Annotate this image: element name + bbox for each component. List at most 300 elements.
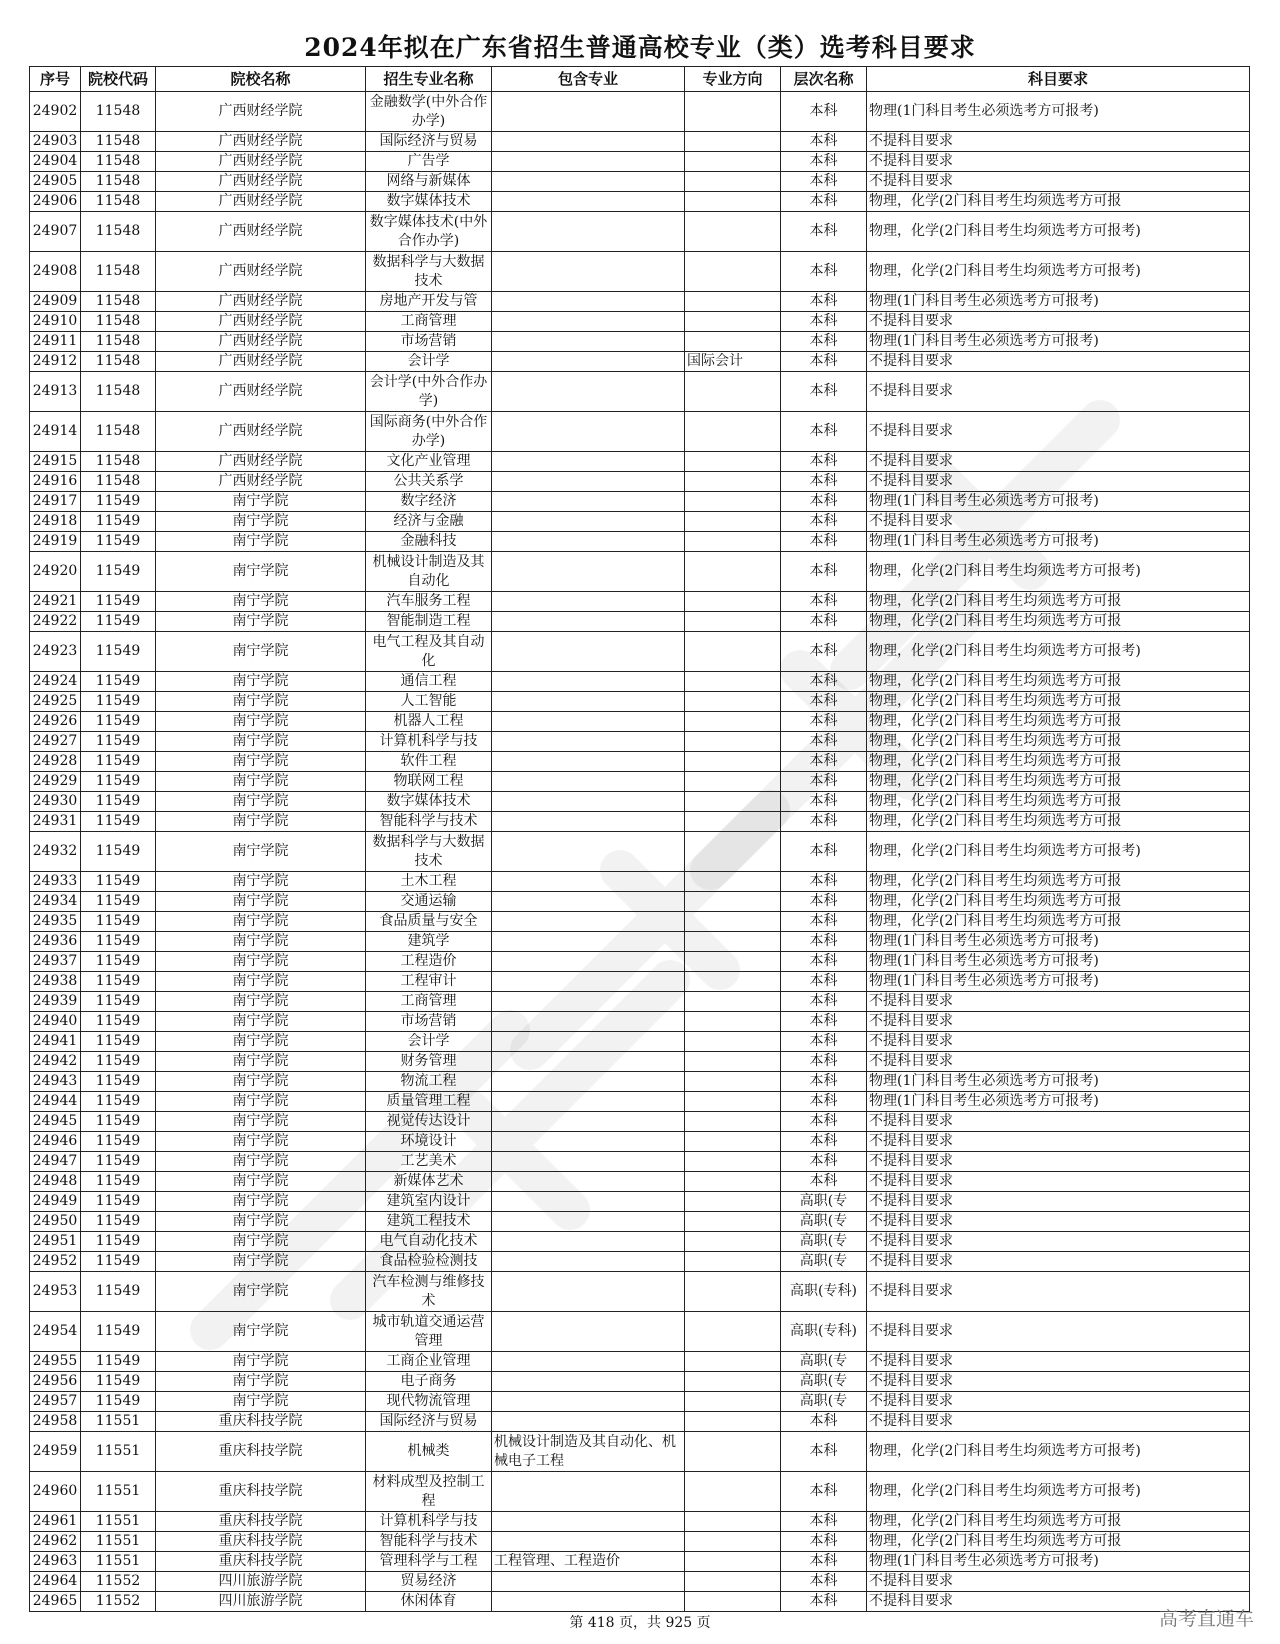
- cell-subject-requirement: 不提科目要求: [867, 1412, 1250, 1432]
- cell-school-code: 11549: [81, 492, 156, 512]
- table-row: [30, 912, 1250, 932]
- cell-major-direction: [685, 992, 781, 1012]
- cell-included-majors: [492, 592, 685, 612]
- cell-seq: 24902: [30, 92, 81, 132]
- cell-subject-requirement: 物理(1门科目考生必须选考方可报考): [867, 492, 1250, 512]
- cell-school-code: 11549: [81, 532, 156, 552]
- cell-major-name: 建筑室内设计: [366, 1192, 492, 1212]
- cell-level: 本科: [781, 472, 867, 492]
- cell-seq: 24961: [30, 1512, 81, 1532]
- cell-major-direction: [685, 1232, 781, 1252]
- cell-subject-requirement: 不提科目要求: [867, 1172, 1250, 1192]
- cell-subject-requirement: 不提科目要求: [867, 1572, 1250, 1592]
- cell-major-name: 建筑学: [366, 932, 492, 952]
- cell-major-name: 智能科学与技术: [366, 1532, 492, 1552]
- cell-included-majors: [492, 352, 685, 372]
- cell-seq: 24941: [30, 1032, 81, 1052]
- table-row: [30, 1192, 1250, 1212]
- cell-school-code: 11548: [81, 192, 156, 212]
- cell-major-direction: [685, 1312, 781, 1352]
- cell-included-majors: [492, 292, 685, 312]
- cell-included-majors: [492, 832, 685, 872]
- cell-included-majors: [492, 612, 685, 632]
- cell-level: 高职(专科): [781, 1272, 867, 1312]
- cell-included-majors: [492, 792, 685, 812]
- cell-school-name: 四川旅游学院: [156, 1592, 366, 1612]
- cell-school-name: 南宁学院: [156, 672, 366, 692]
- cell-school-name: 南宁学院: [156, 1392, 366, 1412]
- cell-major-name: 环境设计: [366, 1132, 492, 1152]
- cell-major-name: 数据科学与大数据技术: [366, 252, 492, 292]
- cell-school-name: 广西财经学院: [156, 92, 366, 132]
- cell-major-name: 金融数学(中外合作办学): [366, 92, 492, 132]
- cell-school-code: 11549: [81, 1232, 156, 1252]
- cell-level: 本科: [781, 412, 867, 452]
- table-row: [30, 1172, 1250, 1192]
- cell-included-majors: [492, 252, 685, 292]
- cell-included-majors: [492, 1192, 685, 1212]
- cell-school-name: 南宁学院: [156, 1072, 366, 1092]
- cell-school-code: 11549: [81, 1012, 156, 1032]
- cell-school-code: 11549: [81, 672, 156, 692]
- cell-school-code: 11549: [81, 832, 156, 872]
- cell-subject-requirement: 物理，化学(2门科目考生均须选考方可报: [867, 192, 1250, 212]
- cell-level: 本科: [781, 1172, 867, 1192]
- cell-seq: 24911: [30, 332, 81, 352]
- cell-level: 本科: [781, 1552, 867, 1572]
- table-row: [30, 872, 1250, 892]
- cell-major-name: 工艺美术: [366, 1152, 492, 1172]
- cell-school-code: 11549: [81, 952, 156, 972]
- cell-school-name: 广西财经学院: [156, 192, 366, 212]
- cell-seq: 24946: [30, 1132, 81, 1152]
- cell-subject-requirement: 不提科目要求: [867, 1372, 1250, 1392]
- cell-school-name: 南宁学院: [156, 972, 366, 992]
- cell-subject-requirement: 不提科目要求: [867, 132, 1250, 152]
- cell-level: 本科: [781, 732, 867, 752]
- cell-seq: 24916: [30, 472, 81, 492]
- cell-included-majors: [492, 972, 685, 992]
- cell-major-direction: [685, 832, 781, 872]
- cell-level: 本科: [781, 252, 867, 292]
- cell-included-majors: [492, 1052, 685, 1072]
- cell-subject-requirement: 物理(1门科目考生必须选考方可报考): [867, 932, 1250, 952]
- cell-subject-requirement: 不提科目要求: [867, 352, 1250, 372]
- cell-major-direction: [685, 1552, 781, 1572]
- cell-major-name: 工程审计: [366, 972, 492, 992]
- cell-major-name: 视觉传达设计: [366, 1112, 492, 1132]
- table-row: [30, 1432, 1250, 1472]
- cell-major-name: 通信工程: [366, 672, 492, 692]
- cell-school-code: 11549: [81, 992, 156, 1012]
- table-row: [30, 1272, 1250, 1312]
- cell-level: 本科: [781, 952, 867, 972]
- cell-seq: 24952: [30, 1252, 81, 1272]
- cell-included-majors: [492, 1172, 685, 1192]
- table-row: [30, 1572, 1250, 1592]
- cell-subject-requirement: 物理(1门科目考生必须选考方可报考): [867, 1552, 1250, 1572]
- cell-level: 本科: [781, 892, 867, 912]
- cell-level: 本科: [781, 772, 867, 792]
- cell-seq: 24950: [30, 1212, 81, 1232]
- cell-school-code: 11551: [81, 1512, 156, 1532]
- cell-seq: 24917: [30, 492, 81, 512]
- cell-major-direction: [685, 192, 781, 212]
- cell-major-name: 数字媒体技术(中外合作办学): [366, 212, 492, 252]
- cell-seq: 24937: [30, 952, 81, 972]
- cell-major-name: 财务管理: [366, 1052, 492, 1072]
- cell-seq: 24955: [30, 1352, 81, 1372]
- cell-school-name: 南宁学院: [156, 552, 366, 592]
- cell-subject-requirement: 物理(1门科目考生必须选考方可报考): [867, 332, 1250, 352]
- cell-major-name: 工商企业管理: [366, 1352, 492, 1372]
- cell-major-direction: [685, 712, 781, 732]
- cell-school-code: 11548: [81, 472, 156, 492]
- cell-included-majors: [492, 492, 685, 512]
- cell-school-code: 11549: [81, 892, 156, 912]
- cell-seq: 24957: [30, 1392, 81, 1412]
- cell-included-majors: [492, 952, 685, 972]
- table-row: [30, 1032, 1250, 1052]
- cell-level: 本科: [781, 212, 867, 252]
- cell-subject-requirement: 物理(1门科目考生必须选考方可报考): [867, 1092, 1250, 1112]
- table-row: [30, 692, 1250, 712]
- cell-included-majors: [492, 1372, 685, 1392]
- cell-included-majors: [492, 1252, 685, 1272]
- cell-level: 高职(专: [781, 1352, 867, 1372]
- cell-seq: 24921: [30, 592, 81, 612]
- cell-major-name: 汽车服务工程: [366, 592, 492, 612]
- cell-school-code: 11549: [81, 552, 156, 592]
- col-header-subject-requirement: 科目要求: [867, 67, 1250, 92]
- cell-level: 本科: [781, 532, 867, 552]
- cell-school-name: 南宁学院: [156, 912, 366, 932]
- cell-school-code: 11548: [81, 212, 156, 252]
- cell-included-majors: [492, 1512, 685, 1532]
- cell-level: 本科: [781, 932, 867, 952]
- table-row: [30, 952, 1250, 972]
- cell-subject-requirement: 不提科目要求: [867, 1032, 1250, 1052]
- cell-major-direction: [685, 1592, 781, 1612]
- cell-major-direction: [685, 1052, 781, 1072]
- table-row: [30, 192, 1250, 212]
- table-row: [30, 312, 1250, 332]
- cell-school-code: 11548: [81, 312, 156, 332]
- cell-school-name: 南宁学院: [156, 692, 366, 712]
- cell-level: 本科: [781, 612, 867, 632]
- cell-subject-requirement: 物理，化学(2门科目考生均须选考方可报: [867, 1512, 1250, 1532]
- table-row: [30, 292, 1250, 312]
- table-row: [30, 812, 1250, 832]
- cell-seq: 24958: [30, 1412, 81, 1432]
- cell-school-name: 南宁学院: [156, 1312, 366, 1352]
- cell-subject-requirement: 不提科目要求: [867, 152, 1250, 172]
- cell-major-name: 现代物流管理: [366, 1392, 492, 1412]
- cell-major-direction: [685, 312, 781, 332]
- cell-included-majors: 机械设计制造及其自动化、机械电子工程: [492, 1432, 685, 1472]
- cell-level: 本科: [781, 332, 867, 352]
- cell-major-name: 工商管理: [366, 992, 492, 1012]
- table-row: [30, 1352, 1250, 1372]
- cell-school-code: 11549: [81, 512, 156, 532]
- cell-major-direction: [685, 472, 781, 492]
- cell-subject-requirement: 物理，化学(2门科目考生均须选考方可报考): [867, 632, 1250, 672]
- table-row: [30, 1532, 1250, 1552]
- cell-subject-requirement: 不提科目要求: [867, 1592, 1250, 1612]
- table-row: [30, 1232, 1250, 1252]
- cell-school-name: 南宁学院: [156, 1232, 366, 1252]
- cell-school-code: 11549: [81, 1312, 156, 1352]
- cell-subject-requirement: 物理，化学(2门科目考生均须选考方可报: [867, 752, 1250, 772]
- cell-subject-requirement: 物理，化学(2门科目考生均须选考方可报考): [867, 1432, 1250, 1472]
- cell-included-majors: [492, 672, 685, 692]
- table-row: [30, 512, 1250, 532]
- cell-major-direction: [685, 1412, 781, 1432]
- cell-major-direction: [685, 1432, 781, 1472]
- cell-included-majors: [492, 1032, 685, 1052]
- cell-major-direction: [685, 132, 781, 152]
- cell-seq: 24959: [30, 1432, 81, 1472]
- cell-major-name: 机械类: [366, 1432, 492, 1472]
- cell-school-name: 广西财经学院: [156, 352, 366, 372]
- cell-subject-requirement: 不提科目要求: [867, 1112, 1250, 1132]
- cell-major-name: 国际经济与贸易: [366, 1412, 492, 1432]
- cell-level: 高职(专科): [781, 1312, 867, 1352]
- cell-seq: 24913: [30, 372, 81, 412]
- cell-included-majors: [492, 1472, 685, 1512]
- cell-subject-requirement: 不提科目要求: [867, 1232, 1250, 1252]
- table-row: [30, 1312, 1250, 1352]
- cell-school-code: 11549: [81, 1352, 156, 1372]
- cell-seq: 24905: [30, 172, 81, 192]
- cell-major-direction: [685, 1352, 781, 1372]
- table-row: [30, 712, 1250, 732]
- cell-school-code: 11549: [81, 972, 156, 992]
- col-header-seq: 序号: [30, 67, 81, 92]
- cell-school-code: 11549: [81, 1052, 156, 1072]
- cell-seq: 24912: [30, 352, 81, 372]
- cell-subject-requirement: 物理，化学(2门科目考生均须选考方可报考): [867, 1472, 1250, 1512]
- cell-level: 本科: [781, 452, 867, 472]
- cell-subject-requirement: 物理(1门科目考生必须选考方可报考): [867, 972, 1250, 992]
- cell-seq: 24956: [30, 1372, 81, 1392]
- cell-level: 本科: [781, 1412, 867, 1432]
- cell-major-direction: [685, 612, 781, 632]
- cell-subject-requirement: 不提科目要求: [867, 1272, 1250, 1312]
- cell-included-majors: [492, 1272, 685, 1312]
- cell-seq: 24964: [30, 1572, 81, 1592]
- cell-major-direction: [685, 1472, 781, 1512]
- brand-watermark: 高考直通车: [1158, 1608, 1254, 1630]
- table-row: [30, 172, 1250, 192]
- cell-included-majors: [492, 632, 685, 672]
- table-row: [30, 352, 1250, 372]
- cell-major-direction: [685, 1272, 781, 1312]
- cell-major-direction: [685, 492, 781, 512]
- cell-major-direction: [685, 92, 781, 132]
- cell-included-majors: [492, 172, 685, 192]
- cell-school-name: 重庆科技学院: [156, 1472, 366, 1512]
- cell-school-name: 四川旅游学院: [156, 1572, 366, 1592]
- cell-seq: 24904: [30, 152, 81, 172]
- cell-subject-requirement: 物理，化学(2门科目考生均须选考方可报: [867, 712, 1250, 732]
- cell-seq: 24948: [30, 1172, 81, 1192]
- cell-school-name: 南宁学院: [156, 1152, 366, 1172]
- table-row: [30, 992, 1250, 1012]
- table-row: [30, 972, 1250, 992]
- cell-major-direction: [685, 1572, 781, 1592]
- cell-subject-requirement: 不提科目要求: [867, 172, 1250, 192]
- table-row: [30, 132, 1250, 152]
- cell-level: 本科: [781, 492, 867, 512]
- cell-school-code: 11551: [81, 1532, 156, 1552]
- cell-major-direction: [685, 332, 781, 352]
- cell-seq: 24939: [30, 992, 81, 1012]
- cell-major-name: 市场营销: [366, 332, 492, 352]
- cell-school-name: 南宁学院: [156, 1212, 366, 1232]
- cell-level: 本科: [781, 1512, 867, 1532]
- cell-subject-requirement: 不提科目要求: [867, 1352, 1250, 1372]
- cell-subject-requirement: 物理，化学(2门科目考生均须选考方可报: [867, 672, 1250, 692]
- cell-level: 本科: [781, 1572, 867, 1592]
- cell-seq: 24906: [30, 192, 81, 212]
- cell-major-direction: [685, 372, 781, 412]
- cell-subject-requirement: 不提科目要求: [867, 1192, 1250, 1212]
- table-row: [30, 332, 1250, 352]
- cell-seq: 24954: [30, 1312, 81, 1352]
- cell-school-name: 广西财经学院: [156, 332, 366, 352]
- cell-level: 本科: [781, 1092, 867, 1112]
- cell-level: 本科: [781, 1012, 867, 1032]
- cell-level: 本科: [781, 752, 867, 772]
- cell-major-name: 公共关系学: [366, 472, 492, 492]
- cell-included-majors: [492, 1352, 685, 1372]
- cell-major-name: 国际经济与贸易: [366, 132, 492, 152]
- cell-seq: 24931: [30, 812, 81, 832]
- table-header-row: [30, 67, 1250, 92]
- cell-subject-requirement: 不提科目要求: [867, 1252, 1250, 1272]
- cell-level: 本科: [781, 912, 867, 932]
- cell-subject-requirement: 物理，化学(2门科目考生均须选考方可报: [867, 872, 1250, 892]
- cell-seq: 24949: [30, 1192, 81, 1212]
- cell-major-direction: [685, 772, 781, 792]
- cell-school-code: 11549: [81, 1172, 156, 1192]
- cell-major-name: 文化产业管理: [366, 452, 492, 472]
- cell-major-name: 食品质量与安全: [366, 912, 492, 932]
- table-row: [30, 552, 1250, 592]
- cell-subject-requirement: 物理，化学(2门科目考生均须选考方可报: [867, 792, 1250, 812]
- cell-major-name: 智能科学与技术: [366, 812, 492, 832]
- cell-level: 本科: [781, 1152, 867, 1172]
- cell-school-name: 南宁学院: [156, 712, 366, 732]
- cell-level: 本科: [781, 1072, 867, 1092]
- cell-seq: 24929: [30, 772, 81, 792]
- cell-major-name: 管理科学与工程: [366, 1552, 492, 1572]
- cell-major-name: 市场营销: [366, 1012, 492, 1032]
- cell-included-majors: [492, 452, 685, 472]
- cell-school-code: 11549: [81, 612, 156, 632]
- cell-level: 本科: [781, 1472, 867, 1512]
- cell-school-code: 11551: [81, 1432, 156, 1472]
- cell-school-name: 广西财经学院: [156, 252, 366, 292]
- cell-seq: 24960: [30, 1472, 81, 1512]
- cell-major-name: 机械设计制造及其自动化: [366, 552, 492, 592]
- cell-seq: 24951: [30, 1232, 81, 1252]
- cell-level: 本科: [781, 192, 867, 212]
- cell-level: 本科: [781, 132, 867, 152]
- col-header-major-name: 招生专业名称: [366, 67, 492, 92]
- cell-seq: 24944: [30, 1092, 81, 1112]
- cell-major-direction: [685, 1072, 781, 1092]
- cell-included-majors: [492, 192, 685, 212]
- cell-major-direction: [685, 292, 781, 312]
- cell-subject-requirement: 不提科目要求: [867, 1052, 1250, 1072]
- cell-level: 本科: [781, 712, 867, 732]
- cell-included-majors: [492, 472, 685, 492]
- subject-requirements-table: [29, 66, 1250, 1612]
- cell-school-code: 11548: [81, 292, 156, 312]
- cell-major-name: 质量管理工程: [366, 1092, 492, 1112]
- cell-level: 本科: [781, 1052, 867, 1072]
- cell-major-name: 计算机科学与技: [366, 732, 492, 752]
- cell-school-code: 11549: [81, 812, 156, 832]
- table-row: [30, 1252, 1250, 1272]
- cell-subject-requirement: 物理(1门科目考生必须选考方可报考): [867, 532, 1250, 552]
- cell-major-direction: [685, 532, 781, 552]
- cell-major-direction: [685, 932, 781, 952]
- cell-subject-requirement: 物理(1门科目考生必须选考方可报考): [867, 1072, 1250, 1092]
- table-row: [30, 1112, 1250, 1132]
- cell-level: 本科: [781, 152, 867, 172]
- page-title: 2024年拟在广东省招生普通高校专业（类）选考科目要求: [304, 33, 976, 62]
- cell-seq: 24934: [30, 892, 81, 912]
- cell-major-direction: [685, 952, 781, 972]
- cell-school-name: 重庆科技学院: [156, 1432, 366, 1472]
- col-header-included-majors: 包含专业: [492, 67, 685, 92]
- cell-level: 高职(专: [781, 1212, 867, 1232]
- cell-seq: 24908: [30, 252, 81, 292]
- cell-school-name: 南宁学院: [156, 932, 366, 952]
- cell-school-code: 11549: [81, 772, 156, 792]
- cell-subject-requirement: 物理，化学(2门科目考生均须选考方可报: [867, 772, 1250, 792]
- table-row: [30, 1052, 1250, 1072]
- cell-seq: 24918: [30, 512, 81, 532]
- cell-school-code: 11549: [81, 1032, 156, 1052]
- cell-major-name: 交通运输: [366, 892, 492, 912]
- cell-major-direction: [685, 1512, 781, 1532]
- cell-major-direction: [685, 1092, 781, 1112]
- cell-major-name: 数字经济: [366, 492, 492, 512]
- cell-major-direction: [685, 972, 781, 992]
- cell-seq: 24907: [30, 212, 81, 252]
- cell-school-name: 广西财经学院: [156, 292, 366, 312]
- table-row: [30, 452, 1250, 472]
- table-row: [30, 492, 1250, 512]
- cell-major-direction: [685, 752, 781, 772]
- cell-subject-requirement: 物理，化学(2门科目考生均须选考方可报: [867, 612, 1250, 632]
- cell-school-name: 南宁学院: [156, 512, 366, 532]
- cell-school-name: 重庆科技学院: [156, 1412, 366, 1432]
- cell-level: 本科: [781, 812, 867, 832]
- cell-seq: 24928: [30, 752, 81, 772]
- cell-major-name: 贸易经济: [366, 1572, 492, 1592]
- cell-included-majors: [492, 1072, 685, 1092]
- cell-major-direction: [685, 1532, 781, 1552]
- cell-school-name: 南宁学院: [156, 612, 366, 632]
- cell-major-direction: [685, 172, 781, 192]
- cell-school-code: 11549: [81, 752, 156, 772]
- cell-level: 本科: [781, 372, 867, 412]
